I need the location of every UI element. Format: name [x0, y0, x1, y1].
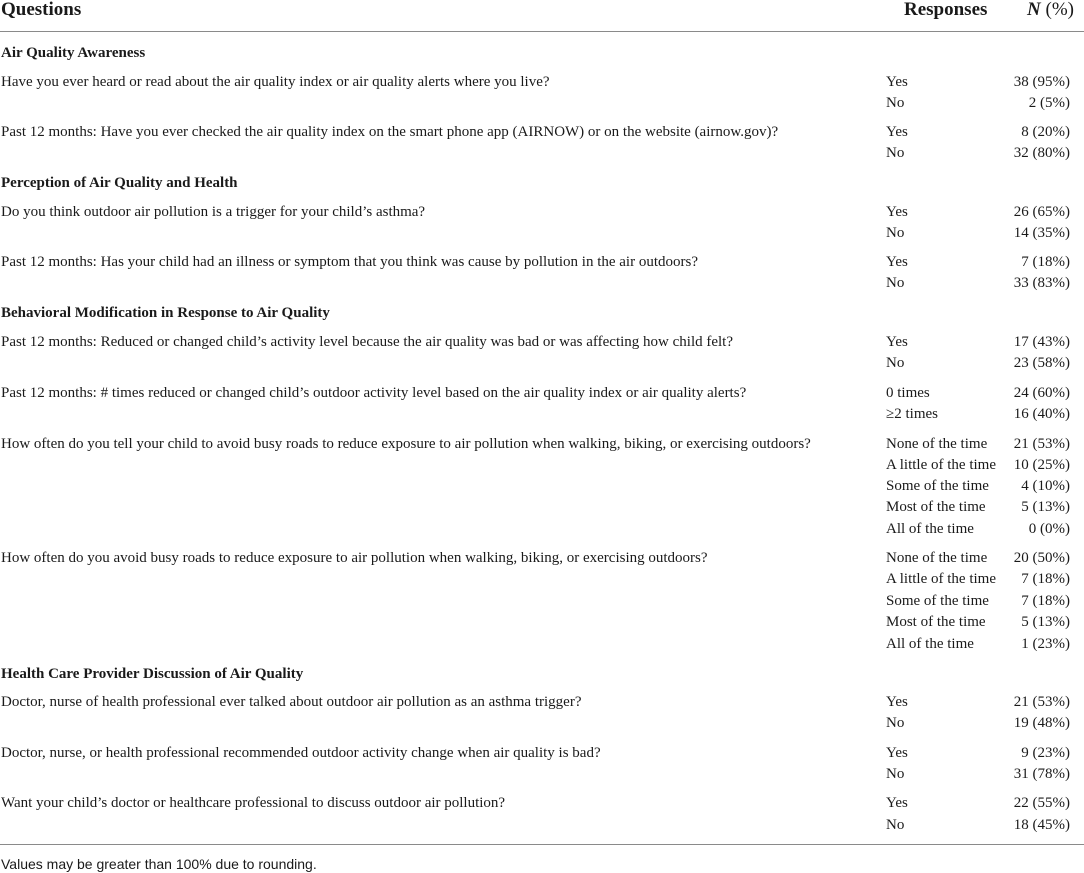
table-row: [0, 273, 1084, 294]
count-percent-cell: 21 (53%): [1013, 436, 1070, 452]
count-percent-cell: 9 (23%): [1021, 745, 1070, 761]
n-label: N: [1027, 0, 1041, 20]
response-cell: Yes: [886, 254, 908, 270]
table-row: [0, 93, 1084, 114]
table-row: [0, 692, 1084, 713]
count-percent-cell: 23 (58%): [1013, 355, 1070, 371]
response-cell: Yes: [886, 694, 908, 710]
table-row: [0, 793, 1084, 814]
count-percent-cell: 20 (50%): [1013, 550, 1070, 566]
response-cell: Most of the time: [886, 614, 986, 630]
count-percent-cell: 10 (25%): [1013, 457, 1070, 473]
table-row: [0, 332, 1084, 353]
count-percent-cell: 24 (60%): [1013, 385, 1070, 401]
count-percent-cell: 1 (23%): [1021, 636, 1070, 652]
table-row: [0, 569, 1084, 590]
table-row: [0, 72, 1084, 93]
count-percent-cell: 22 (55%): [1013, 795, 1070, 811]
table-row: [0, 202, 1084, 223]
response-cell: A little of the time: [886, 571, 996, 587]
response-cell: No: [886, 145, 905, 161]
count-percent-cell: 18 (45%): [1013, 817, 1070, 833]
response-cell: No: [886, 95, 905, 111]
count-percent-cell: 5 (13%): [1021, 614, 1070, 630]
table-row: [0, 548, 1084, 569]
table-row: [0, 591, 1084, 612]
table-row: [0, 455, 1084, 476]
response-cell: 0 times: [886, 385, 930, 401]
response-cell: All of the time: [886, 521, 974, 537]
question-cell: Past 12 months: # times reduced or changed child’s outdoor activity level based on the air quality index or air quality alerts?: [1, 385, 747, 401]
table-row: [0, 122, 1084, 143]
table-row: [0, 815, 1084, 836]
response-cell: No: [886, 766, 905, 782]
header-rule: [0, 31, 1084, 32]
count-percent-cell: 21 (53%): [1013, 694, 1070, 710]
count-percent-cell: 8 (20%): [1021, 124, 1070, 140]
section-heading: [0, 173, 1084, 194]
response-cell: No: [886, 275, 905, 291]
question-cell: Past 12 months: Has your child had an illness or symptom that you think was cause by pollution in the air outdoors?: [1, 254, 699, 270]
response-cell: Most of the time: [886, 499, 986, 515]
count-percent-cell: 38 (95%): [1013, 74, 1070, 90]
response-cell: A little of the time: [886, 457, 996, 473]
response-cell: No: [886, 225, 905, 241]
count-percent-cell: 7 (18%): [1021, 571, 1070, 587]
count-percent-cell: 32 (80%): [1013, 145, 1070, 161]
response-cell: ≥2 times: [886, 406, 938, 422]
response-cell: No: [886, 355, 905, 371]
response-cell: Yes: [886, 74, 908, 90]
table-row: [0, 519, 1084, 540]
response-cell: No: [886, 817, 905, 833]
section-title: Air Quality Awareness: [1, 45, 146, 61]
question-cell: Doctor, nurse, or health professional recommended outdoor activity change when air quality is bad?: [1, 745, 601, 761]
table-header: [0, 0, 1084, 32]
table-row: [0, 612, 1084, 633]
question-cell: Doctor, nurse of health professional ever talked about outdoor air pollution as an asthma trigger?: [1, 694, 582, 710]
count-percent-cell: 17 (43%): [1013, 334, 1070, 350]
question-cell: Want your child’s doctor or healthcare professional to discuss outdoor air pollution?: [1, 795, 506, 811]
question-cell: Past 12 months: Have you ever checked the air quality index on the smart phone app (AIRNOW) or on the website (airnow.gov)?: [1, 124, 779, 140]
response-cell: No: [886, 715, 905, 731]
table-row: [0, 764, 1084, 785]
count-percent-cell: 14 (35%): [1013, 225, 1070, 241]
count-percent-cell: 0 (0%): [1028, 521, 1070, 537]
response-cell: None of the time: [886, 436, 988, 452]
n-percent-header: [1027, 0, 1074, 20]
question-cell: Past 12 months: Reduced or changed child’s activity level because the air quality was bad or was affecting how child felt?: [1, 334, 734, 350]
count-percent-cell: 5 (13%): [1021, 499, 1070, 515]
response-cell: All of the time: [886, 636, 974, 652]
response-cell: Yes: [886, 334, 908, 350]
section-heading: [0, 664, 1084, 685]
questions-header: Questions: [1, 0, 82, 20]
footnote: Values may be greater than 100% due to rounding.: [1, 856, 317, 872]
response-cell: Yes: [886, 745, 908, 761]
response-cell: Yes: [886, 204, 908, 220]
count-percent-cell: 31 (78%): [1013, 766, 1070, 782]
response-cell: Yes: [886, 795, 908, 811]
question-cell: How often do you avoid busy roads to reduce exposure to air pollution when walking, biking, or exercising outdoors?: [1, 550, 708, 566]
section-title: Perception of Air Quality and Health: [1, 175, 238, 191]
table-row: [0, 383, 1084, 404]
question-cell: How often do you tell your child to avoid busy roads to reduce exposure to air pollution when walking, biking, or exercising outdoors?: [1, 436, 811, 452]
response-cell: Some of the time: [886, 478, 989, 494]
count-percent-cell: 33 (83%): [1013, 275, 1070, 291]
table-row: [0, 497, 1084, 518]
table-row: [0, 353, 1084, 374]
count-percent-cell: 2 (5%): [1028, 95, 1070, 111]
table-row: [0, 252, 1084, 273]
section-heading: [0, 43, 1084, 64]
question-cell: Do you think outdoor air pollution is a trigger for your child’s asthma?: [1, 204, 426, 220]
count-percent-cell: 16 (40%): [1013, 406, 1070, 422]
count-percent-cell: 19 (48%): [1013, 715, 1070, 731]
response-cell: None of the time: [886, 550, 988, 566]
responses-header: Responses: [904, 0, 988, 20]
bottom-rule: [0, 844, 1084, 845]
count-percent-cell: 26 (65%): [1013, 204, 1070, 220]
table-row: [0, 223, 1084, 244]
table-row: [0, 143, 1084, 164]
section-title: Behavioral Modification in Response to Air Quality: [1, 305, 330, 321]
table-row: [0, 404, 1084, 425]
table-row: [0, 434, 1084, 455]
response-cell: Some of the time: [886, 593, 989, 609]
section-title: Health Care Provider Discussion of Air Quality: [1, 666, 304, 682]
count-percent-cell: 4 (10%): [1021, 478, 1070, 494]
count-percent-cell: 7 (18%): [1021, 593, 1070, 609]
count-percent-cell: 7 (18%): [1021, 254, 1070, 270]
table-row: [0, 743, 1084, 764]
table-row: [0, 634, 1084, 655]
response-cell: Yes: [886, 124, 908, 140]
question-cell: Have you ever heard or read about the air quality index or air quality alerts where you live?: [1, 74, 550, 90]
section-heading: [0, 303, 1084, 324]
percent-label: (%): [1045, 0, 1074, 20]
table-row: [0, 713, 1084, 734]
table-row: [0, 476, 1084, 497]
